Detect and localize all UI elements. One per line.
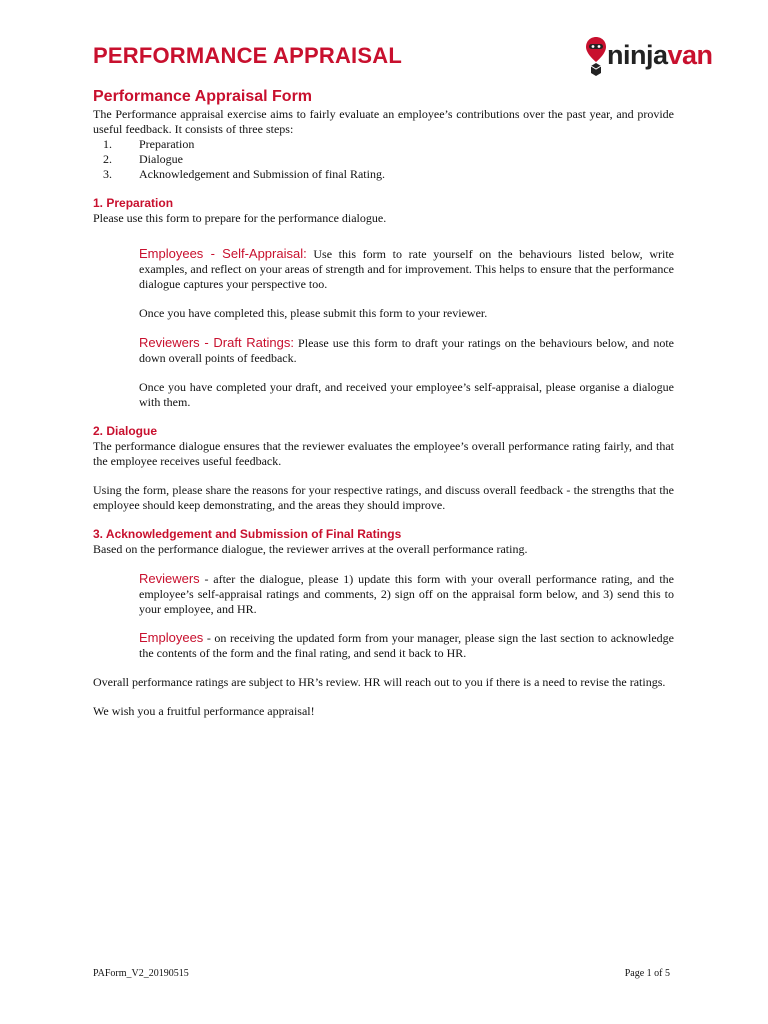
reviewers-draft-ratings-text: Please use this form to draft your ratings on the behaviours below, and note down overall points of feedback. — [139, 336, 674, 365]
dialogue-text-1: The performance dialogue ensures that the reviewer evaluates the employee’s overall performance rating fairly, and that the employee receives useful feedback. — [93, 439, 674, 468]
hr-review-note: Overall performance ratings are subject to HR’s review. HR will reach out to you if there is a need to revise the ratings. — [93, 675, 666, 689]
employees-self-appraisal-label: Employees - Self-Appraisal: — [139, 246, 307, 261]
page-title: PERFORMANCE APPRAISAL — [93, 43, 402, 68]
step-item: 3. Acknowledgement and Submission of final Rating. — [115, 167, 674, 182]
preparation-text: Please use this form to prepare for the performance dialogue. — [93, 211, 387, 225]
intro-text: The Performance appraisal exercise aims to fairly evaluate an employee’s contributions over the past year, and provide useful feedback. It consists of three steps: — [93, 107, 674, 136]
footer-page-number: Page 1 of 5 — [624, 968, 670, 979]
step-item: 2. Dialogue — [115, 152, 674, 167]
logo-text-van: van — [667, 40, 713, 70]
reviewers-after-dialogue-text: - after the dialogue, please 1) update this form with your overall performance rating, and the employee’s self-appraisal ratings and comments, 2) sign off on the appraisal form below, and 3) send this to your employee, and HR. — [139, 572, 674, 616]
section-heading-acknowledgement: 3. Acknowledgement and Submission of Final Ratings — [93, 527, 402, 541]
step-item: 1. Preparation — [115, 137, 674, 152]
dialogue-text-2: Using the form, please share the reasons for your respective ratings, and discuss overall feedback - the strengths that the employee should keep demonstrating, and the areas they should improve. — [93, 483, 674, 512]
logo-text-ninja: ninja — [607, 40, 668, 70]
section-heading-preparation: 1. Preparation — [93, 196, 174, 210]
form-title: Performance Appraisal Form — [93, 88, 313, 105]
footer-doc-id: PAForm_V2_20190515 — [93, 968, 189, 979]
acknowledgement-text: Based on the performance dialogue, the reviewer arrives at the overall performance rating. — [93, 542, 528, 556]
section-heading-dialogue: 2. Dialogue — [93, 424, 158, 438]
reviewers-dialogue-text: Once you have completed your draft, and received your employee’s self-appraisal, please organise a dialogue with them. — [139, 380, 674, 409]
ninja-pin-icon — [585, 36, 607, 76]
employees-self-appraisal-text: Use this form to rate yourself on the behaviours listed below, write examples, and reflect on your areas of strength and for improvement. This helps to ensure that the performance dialogue captures your perspective too. — [139, 247, 674, 291]
employees-submit-text: Once you have completed this, please submit this form to your reviewer. — [139, 306, 488, 320]
reviewers-draft-ratings-label: Reviewers - Draft Ratings: — [139, 335, 294, 350]
employees-receiving-paragraph — [139, 630, 674, 661]
employees-receiving-text: - on receiving the updated form from your manager, please sign the last section to acknowledge the contents of the form and the final rating, and send it back to HR. — [139, 631, 674, 660]
steps-list — [93, 137, 674, 182]
closing-wish: We wish you a fruitful performance appraisal! — [93, 704, 315, 718]
reviewers-after-dialogue-paragraph — [139, 571, 674, 617]
ninjavan-logo — [585, 34, 747, 78]
employees-label: Employees — [139, 630, 204, 645]
document-body — [93, 86, 674, 719]
employees-self-appraisal-paragraph — [139, 246, 674, 292]
reviewers-draft-ratings-paragraph — [139, 335, 674, 366]
reviewers-label: Reviewers — [139, 571, 200, 586]
logo-wordmark — [607, 38, 713, 72]
